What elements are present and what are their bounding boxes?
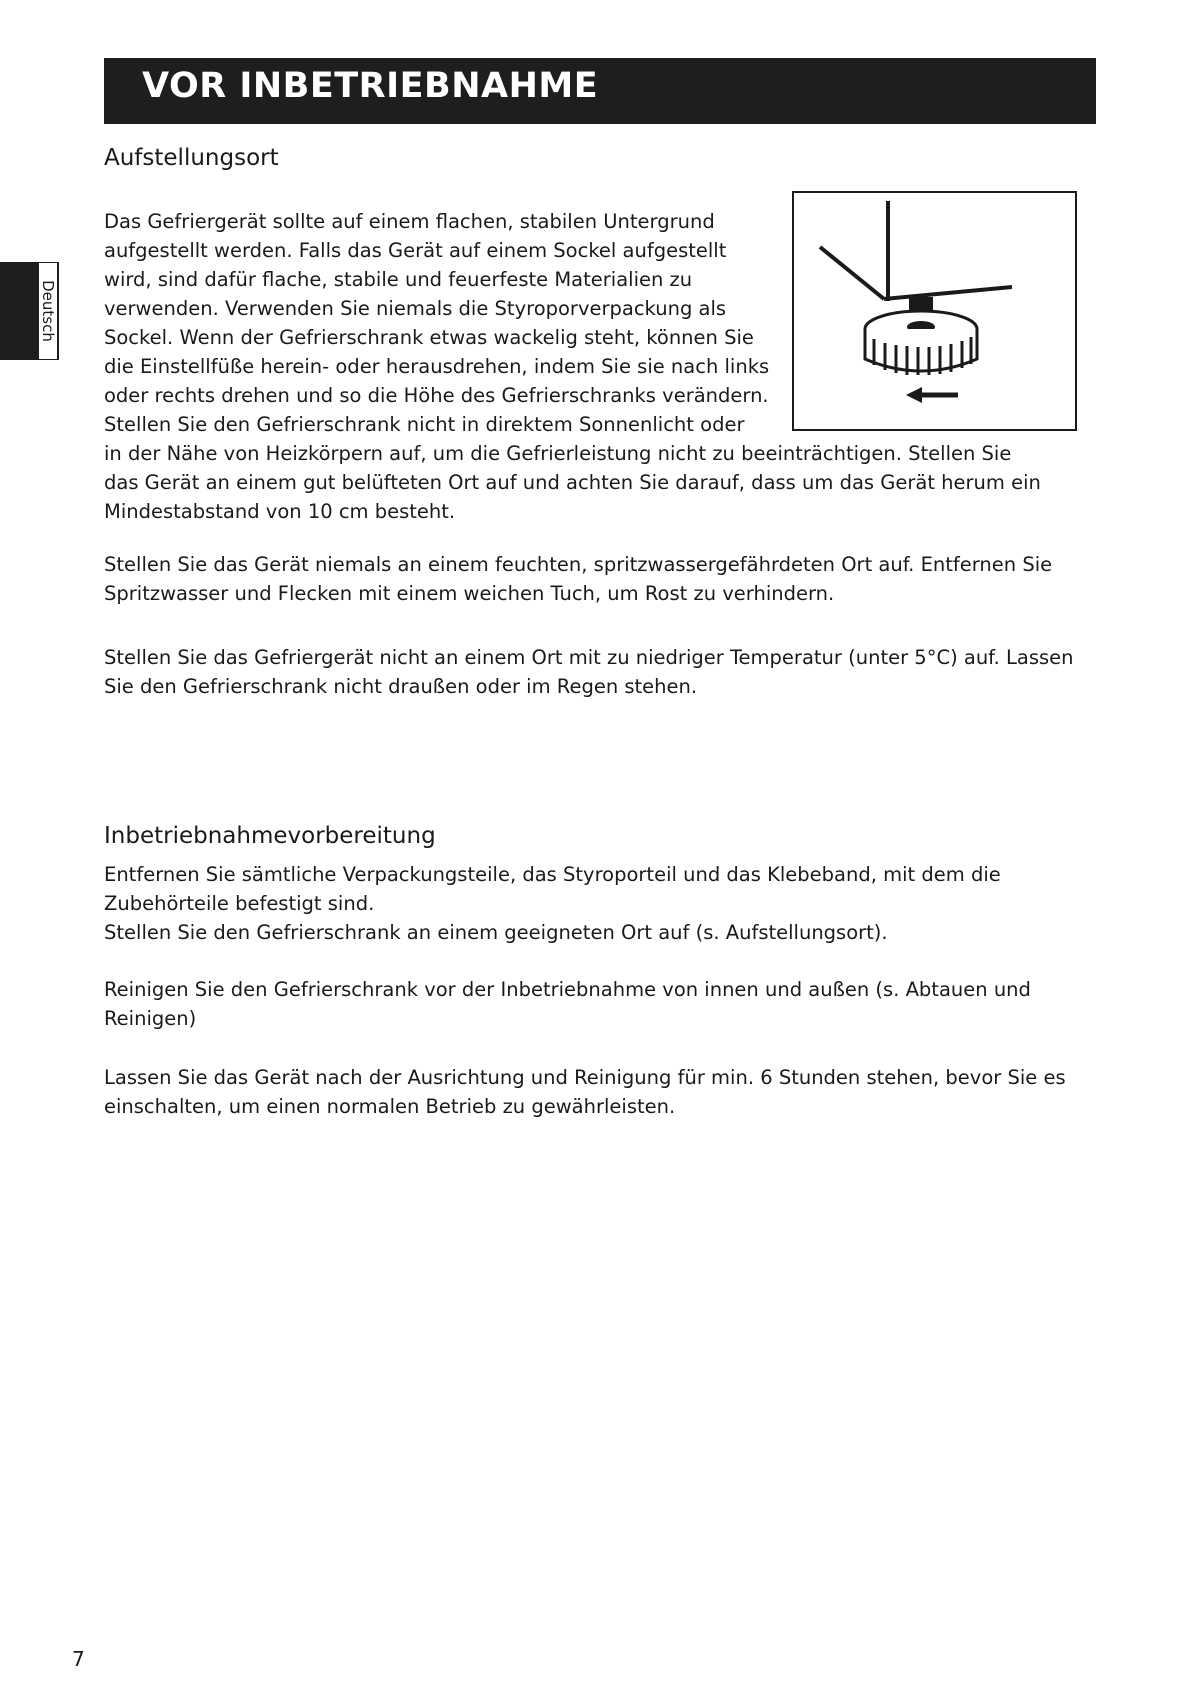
header-bar bbox=[104, 58, 1096, 124]
page-number: 7 bbox=[72, 1647, 85, 1671]
text-line: Spritzwasser und Flecken mit einem weichen Tuch, um Rost zu verhindern. bbox=[104, 582, 835, 605]
text-line: Sie den Gefrierschrank nicht draußen oder im Regen stehen. bbox=[104, 675, 698, 698]
text-line: Stellen Sie den Gefrierschrank nicht in direktem Sonnenlicht oder bbox=[104, 413, 745, 436]
text-line: verwenden. Verwenden Sie niemals die Styroporverpackung als bbox=[104, 297, 727, 320]
text-line: in der Nähe von Heizkörpern auf, um die Gefrierleistung nicht zu beeinträchtigen. Stellen Sie bbox=[104, 442, 1012, 465]
text-line: Das Gefriergerät sollte auf einem flachen, stabilen Untergrund bbox=[104, 210, 715, 233]
text-line: Sockel. Wenn der Gefrierschrank etwas wackelig steht, können Sie bbox=[104, 326, 754, 349]
language-label-box bbox=[38, 262, 58, 360]
text-line: Stellen Sie das Gefriergerät nicht an einem Ort mit zu niedriger Temperatur (unter 5°C) auf. Lassen bbox=[104, 646, 1074, 669]
text-line: Reinigen Sie den Gefrierschrank vor der Inbetriebnahme von innen und außen (s. Abtauen und bbox=[104, 978, 1031, 1001]
paragraph-unpacking bbox=[104, 860, 1001, 947]
paragraph-cleaning bbox=[104, 975, 1031, 1033]
section-title-aufstellungsort: Aufstellungsort bbox=[104, 145, 279, 171]
text-line: die Einstellfüße herein- oder herausdrehen, indem Sie sie nach links bbox=[104, 355, 770, 378]
page-title: VOR INBETRIEBNAHME bbox=[142, 66, 599, 106]
paragraph-temperature bbox=[104, 643, 1074, 701]
text-line: oder rechts drehen und so die Höhe des Gefrierschranks verändern. bbox=[104, 384, 769, 407]
text-line: Stellen Sie das Gerät niemals an einem feuchten, spritzwassergefährdeten Ort auf. Entfernen Sie bbox=[104, 553, 1053, 576]
text-line: Zubehörteile befestigt sind. bbox=[104, 892, 375, 915]
text-line: aufgestellt werden. Falls das Gerät auf einem Sockel aufgestellt bbox=[104, 239, 727, 262]
paragraph-placement-intro bbox=[104, 207, 1041, 526]
language-label: Deutsch bbox=[39, 280, 57, 342]
text-line: Lassen Sie das Gerät nach der Ausrichtung und Reinigung für min. 6 Stunden stehen, bevor Sie es bbox=[104, 1066, 1066, 1089]
section-title-inbetriebnahmevorbereitung: Inbetriebnahmevorbereitung bbox=[104, 823, 436, 849]
text-line: Stellen Sie den Gefrierschrank an einem geeigneten Ort auf (s. Aufstellungsort). bbox=[104, 921, 888, 944]
text-line: das Gerät an einem gut belüfteten Ort auf und achten Sie darauf, dass um das Gerät herum ein bbox=[104, 471, 1041, 494]
paragraph-waiting bbox=[104, 1063, 1066, 1121]
text-line: Entfernen Sie sämtliche Verpackungsteile, das Styroporteil und das Klebeband, mit dem die bbox=[104, 863, 1001, 886]
text-line: Mindestabstand von 10 cm besteht. bbox=[104, 500, 456, 523]
text-line: Reinigen) bbox=[104, 1007, 197, 1030]
text-line: einschalten, um einen normalen Betrieb zu gewährleisten. bbox=[104, 1095, 676, 1118]
text-line: wird, sind dafür flache, stabile und feuerfeste Materialien zu bbox=[104, 268, 693, 291]
paragraph-moisture bbox=[104, 550, 1052, 608]
